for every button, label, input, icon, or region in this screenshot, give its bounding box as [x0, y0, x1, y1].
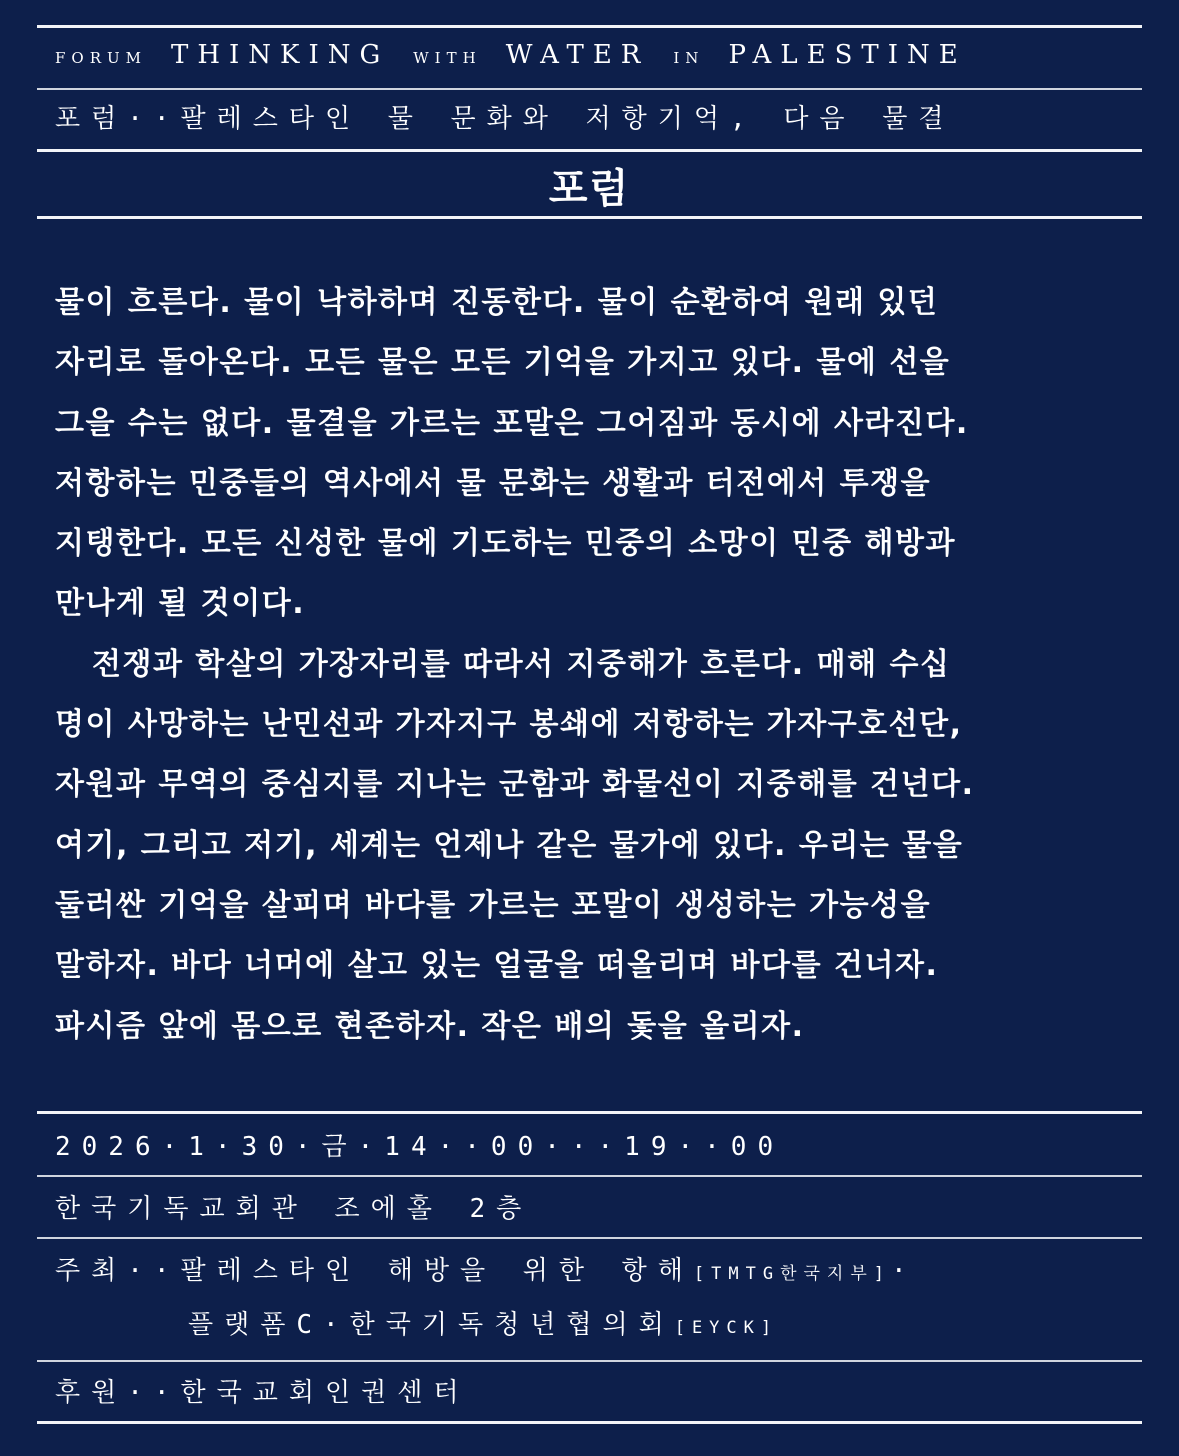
subtitle-divider	[37, 149, 1142, 152]
bottom-rule	[37, 1421, 1142, 1424]
title-word-palestine: PALESTINE	[728, 40, 967, 70]
top-rule	[37, 25, 1142, 28]
body-line: 저항하는 민중들의 역사에서 물 문화는 생활과 터전에서 투쟁을	[55, 465, 932, 501]
body-line: 여기, 그리고 저기, 세계는 언제나 같은 물가에 있다. 우리는 물을	[55, 827, 964, 863]
host-separator: ·	[891, 1256, 918, 1286]
host-organizer-2-tag: [EYCK]	[674, 1318, 779, 1338]
korean-subtitle: 포럼··팔레스타인 물 문화와 저항기억, 다음 물결	[55, 104, 955, 134]
info-divider	[37, 1360, 1142, 1362]
body-line: 명이 사망하는 난민선과 가자지구 봉쇄에 저항하는 가자구호선단,	[55, 707, 963, 743]
event-sponsor: 후원··한국교회인권센터	[55, 1378, 470, 1408]
body-line: 말하자. 바다 너머에 살고 있는 얼굴을 떠올리며 바다를 건너자.	[55, 948, 939, 984]
info-divider	[37, 1237, 1142, 1239]
body-line: 자원과 무역의 중심지를 지나는 군함과 화물선이 지중해를 건넌다.	[55, 767, 975, 803]
body-text	[55, 273, 1140, 1057]
english-title	[55, 40, 967, 70]
event-datetime: 2026·1·30·금·14··00···19··00	[55, 1132, 785, 1162]
event-host-line-2	[188, 1304, 778, 1341]
body-line: 물이 흐른다. 물이 낙하하며 진동한다. 물이 순환하여 원래 있던	[55, 285, 939, 320]
body-line: 파시즘 앞에 몸으로 현존하자. 작은 배의 돛을 올리자.	[55, 1008, 805, 1044]
event-venue: 한국기독교회관 조에홀 2층	[55, 1194, 533, 1224]
event-host-line-1	[55, 1250, 918, 1287]
title-word-with: WITH	[413, 49, 482, 67]
body-line: 그을 수는 없다. 물결을 가르는 포말은 그어짐과 동시에 사라진다.	[55, 405, 969, 441]
body-line: 지탱한다. 모든 신성한 물에 기도하는 민중의 소망이 민중 해방과	[55, 526, 956, 562]
section-title-divider	[37, 216, 1142, 219]
body-line: 둘러싼 기억을 살피며 바다를 가르는 포말이 생성하는 가능성을	[55, 887, 932, 923]
info-top-rule	[37, 1111, 1142, 1114]
title-word-water: WATER	[505, 40, 650, 70]
section-title: 포럼	[548, 166, 631, 212]
host-organizer-1-tag: [TMTG한국지부]	[693, 1264, 892, 1284]
info-divider	[37, 1175, 1142, 1177]
host-label: 주최··	[55, 1256, 181, 1286]
host-organizer-2: 플랫폼C·한국기독청년협의회	[188, 1310, 675, 1340]
body-line: 만나게 될 것이다.	[55, 586, 306, 622]
body-line: 자리로 돌아온다. 모든 물은 모든 기억을 가지고 있다. 물에 선을	[55, 345, 951, 381]
title-word-in: IN	[673, 49, 705, 67]
title-word-forum: FORUM	[55, 49, 147, 67]
host-organizer-1: 팔레스타인 해방을 위한 항해	[180, 1256, 694, 1286]
title-divider	[37, 88, 1142, 90]
body-line: 전쟁과 학살의 가장자리를 따라서 지중해가 흐른다. 매해 수십	[92, 646, 951, 682]
title-word-thinking: THINKING	[171, 40, 390, 70]
